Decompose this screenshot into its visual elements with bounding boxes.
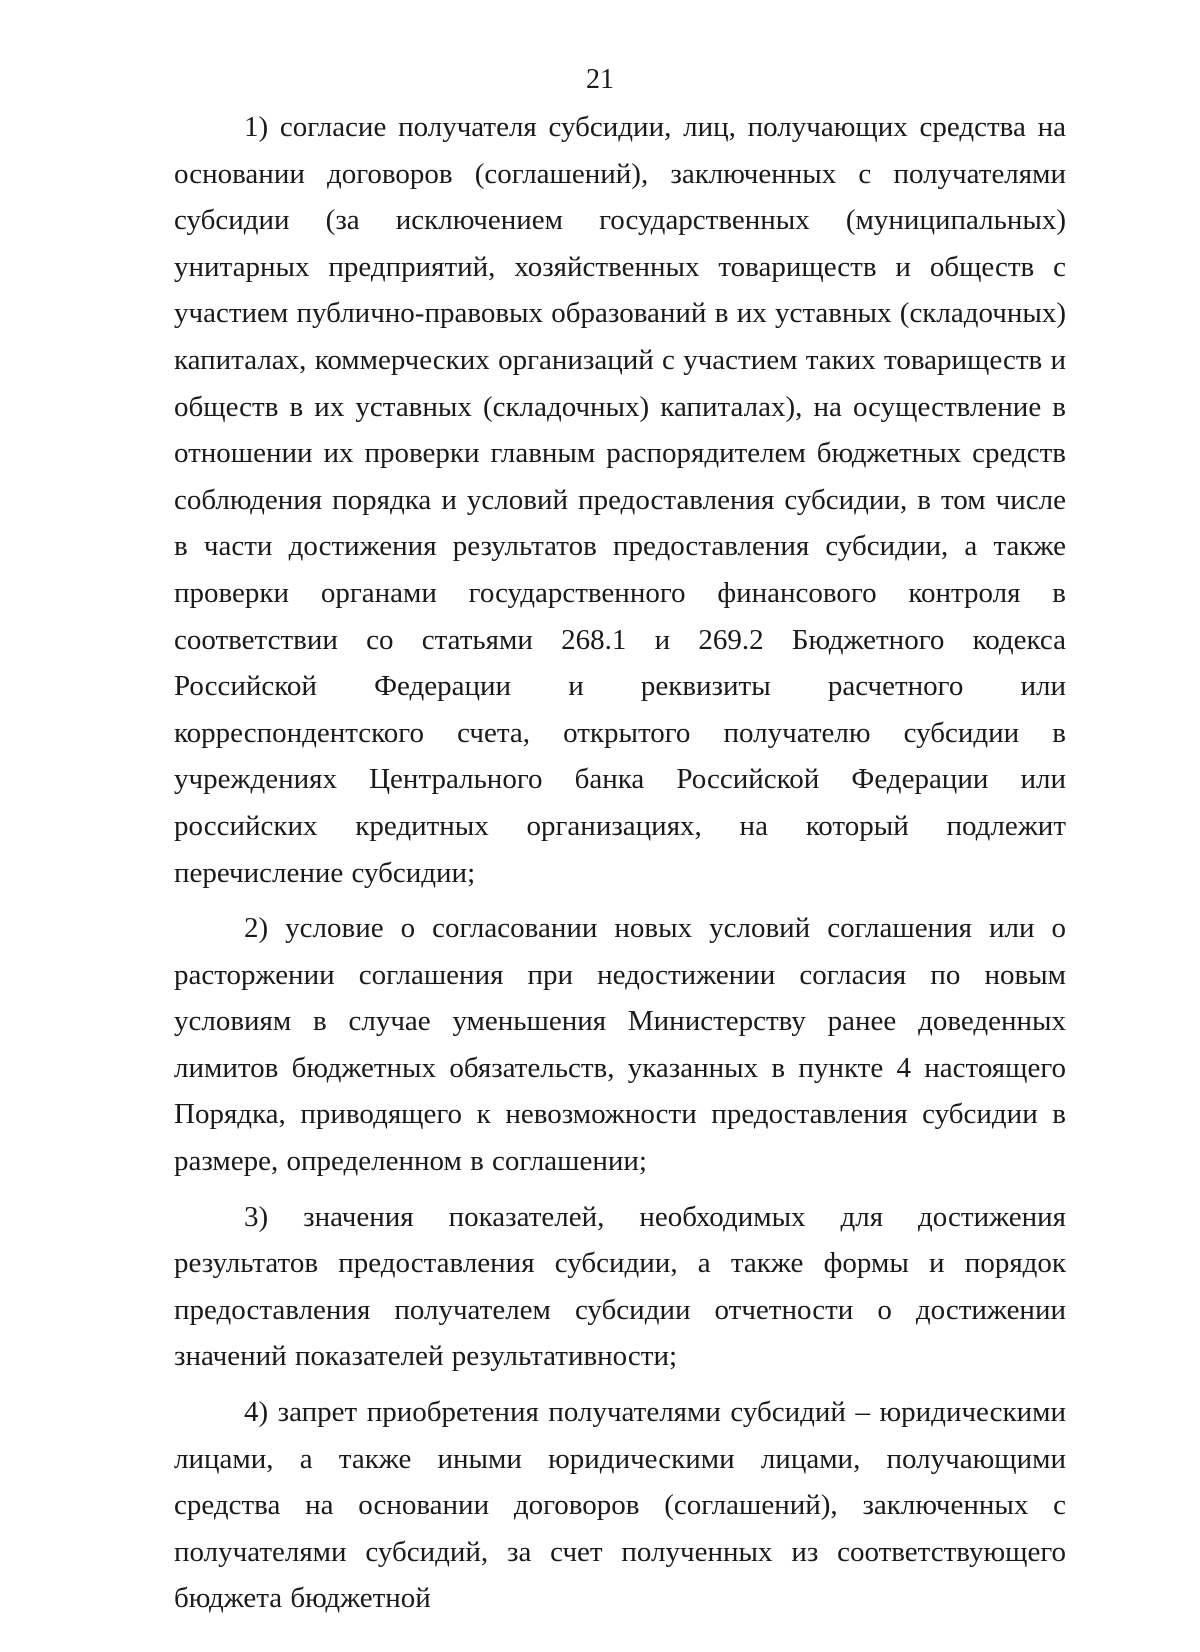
page-number: 21 — [586, 64, 614, 95]
paragraph-1: 1) согласие получателя субсидии, лиц, получающих средства на основании договоров (соглашений), заключенных с получателями субсидии (за исключением государственных (муниципальных) унитарных предприятий, хозяйственных товариществ и обществ с участием публично-правовых образований в их уставных (складочных) капиталах, коммерческих организаций с участием таких товариществ и обществ в их уставных (складочных) капиталах), на осуществление в отношении их проверки главным распорядителем бюджетных средств соблюдения порядка и условий предоставления субсидии, в том числе в части достижения результатов предоставления субсидии, а также проверки органами государственного финансового контроля в соответствии со статьями 268.1 и 269.2 Бюджетного кодекса Российской Федерации и реквизиты расчетного или корреспондентского счета, открытого получателю субсидии в учреждениях Центрального банка Российской Федерации или российских кредитных организациях, на который подлежит перечисление субсидии; — [174, 111, 1066, 889]
paragraph-2: 2) условие о согласовании новых условий соглашения или о расторжении соглашения при недостижении согласия по новым условиям в случае уменьшения Министерству ранее доведенных лимитов бюджетных обязательств, указанных в пункте 4 настоящего Порядка, приводящего к невозможности предоставления субсидии в размере, определенном в соглашении; — [174, 912, 1066, 1178]
paragraph-4: 4) запрет приобретения получателями субсидий – юридическими лицами, а также иными юридическими лицами, получающими средства на основании договоров (соглашений), заключенных с получателями субсидий, за счет полученных из соответствующего бюджета бюджетной — [174, 1396, 1066, 1615]
document-body — [174, 104, 1066, 1631]
paragraph-3: 3) значения показателей, необходимых для достижения результатов предоставления субсидии, а также формы и порядок предоставления получателем субсидии отчетности о достижении значений показателей результативности; — [174, 1200, 1066, 1373]
